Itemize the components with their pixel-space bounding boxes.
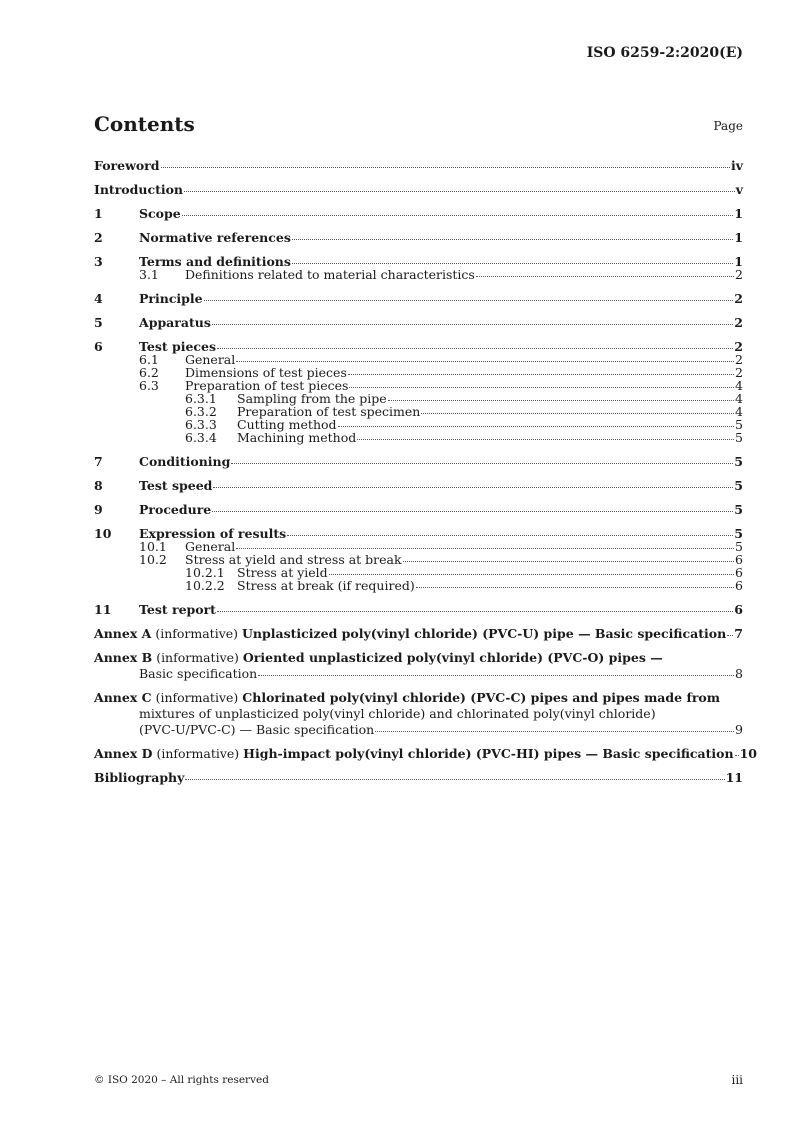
toc-label: Definitions related to material characteristics [185, 267, 475, 282]
toc-label: Dimensions of test pieces [185, 365, 347, 380]
leader-dots [357, 439, 734, 440]
toc-label [94, 651, 663, 664]
toc-number: 6.3.1 [185, 391, 217, 406]
annex-title-cont: (PVC-U/PVC-C) — Basic specification [139, 722, 375, 737]
toc-number: 11 [94, 602, 112, 617]
annex-type: (informative) [156, 650, 239, 665]
table-of-contents [94, 155, 757, 785]
annex-line [139, 707, 743, 720]
page-title: Contents [94, 112, 195, 136]
toc-entry-9[interactable] [94, 503, 743, 516]
toc-page: 5 [735, 430, 743, 445]
toc-page: 10 [739, 746, 757, 761]
toc-entry-6-3-4[interactable] [94, 431, 743, 444]
leader-dots [212, 511, 733, 512]
toc-page: v [735, 182, 743, 197]
toc-label: Test speed [139, 478, 213, 493]
toc-page: 1 [734, 254, 743, 269]
toc-label: Sampling from the pipe [237, 391, 387, 406]
leader-dots [236, 548, 734, 549]
toc-page: 11 [725, 770, 743, 785]
toc-label: Preparation of test pieces [185, 378, 349, 393]
toc-label: Stress at yield and stress at break [185, 552, 402, 567]
leader-dots [735, 755, 739, 756]
toc-page: 2 [734, 315, 743, 330]
toc-page: 2 [734, 291, 743, 306]
toc-number: 6 [94, 339, 103, 354]
toc-number: 2 [94, 230, 103, 245]
toc-number: 6.2 [139, 365, 159, 380]
document-id: ISO 6259-2:2020(E) [586, 45, 743, 61]
toc-entry-foreword[interactable] [94, 159, 743, 172]
leader-dots [421, 413, 734, 414]
annex-line [94, 651, 743, 664]
annex-title: Oriented unplasticized poly(vinyl chloride) (PVC-O) pipes — [242, 650, 663, 665]
toc-page: 5 [734, 454, 743, 469]
annex-name: Annex C [94, 690, 152, 705]
toc-entry-annex-c[interactable] [94, 691, 743, 736]
leader-dots [182, 215, 734, 216]
toc-page: 2 [734, 339, 743, 354]
toc-label: Normative references [139, 230, 291, 245]
leader-dots [727, 635, 733, 636]
toc-number: 6.1 [139, 352, 159, 367]
toc-label [94, 691, 720, 704]
toc-number: 6.3.2 [185, 404, 217, 419]
leader-dots [161, 167, 730, 168]
toc-number: 10.2 [139, 552, 167, 567]
toc-page: 8 [735, 666, 743, 681]
toc-label: Expression of results [139, 526, 287, 541]
toc-entry-2[interactable] [94, 231, 743, 244]
leader-dots [292, 263, 733, 264]
toc-page: 2 [735, 365, 743, 380]
toc-entry-3-1[interactable] [94, 268, 743, 281]
toc-entry-4[interactable] [94, 292, 743, 305]
toc-entry-11[interactable] [94, 603, 743, 616]
leader-dots [185, 779, 724, 780]
toc-entry-7[interactable] [94, 455, 743, 468]
leader-dots [388, 400, 734, 401]
toc-number: 9 [94, 502, 103, 517]
toc-entry-annex-a[interactable] [94, 627, 743, 640]
leader-dots [258, 675, 734, 676]
toc-label: Test report [139, 602, 216, 617]
toc-number: 8 [94, 478, 103, 493]
toc-page: 4 [735, 378, 743, 393]
toc-page: 6 [735, 552, 743, 567]
leader-dots [292, 239, 733, 240]
toc-page: iv [730, 158, 743, 173]
leader-dots [213, 487, 733, 488]
toc-label: Machining method [237, 430, 357, 445]
toc-number: 5 [94, 315, 103, 330]
leader-dots [236, 361, 734, 362]
toc-number: 3 [94, 254, 103, 269]
annex-title: Chlorinated poly(vinyl chloride) (PVC-C) pipes and pipes made from [242, 690, 720, 705]
annex-name: Annex A [94, 626, 152, 641]
toc-page: 5 [734, 526, 743, 541]
leader-dots [231, 463, 733, 464]
leader-dots [184, 191, 735, 192]
toc-entry-8[interactable] [94, 479, 743, 492]
toc-page: 6 [735, 565, 743, 580]
toc-number: 6.3.3 [185, 417, 217, 432]
annex-type: (informative) [156, 746, 240, 761]
toc-label: Test pieces [139, 339, 217, 354]
leader-dots [348, 374, 734, 375]
page-column-label: Page [713, 119, 743, 133]
annex-name: Annex D [94, 746, 153, 761]
leader-dots [329, 574, 734, 575]
toc-label: Procedure [139, 502, 212, 517]
annex-title-cont: mixtures of unplasticized poly(vinyl chloride) and chlorinated poly(vinyl chloride) [139, 706, 656, 721]
toc-label: Foreword [94, 158, 160, 173]
toc-page: 5 [734, 502, 743, 517]
leader-dots [416, 587, 734, 588]
toc-number: 6.3.4 [185, 430, 217, 445]
page-number: iii [731, 1073, 743, 1087]
annex-title: High-impact poly(vinyl chloride) (PVC-HI) pipes — Basic specification [243, 746, 734, 761]
toc-page: 1 [734, 230, 743, 245]
toc-page: 5 [735, 417, 743, 432]
toc-number: 10.2.1 [185, 565, 225, 580]
leader-dots [217, 611, 733, 612]
annex-line [139, 723, 743, 736]
toc-number: 10 [94, 526, 112, 541]
leader-dots [212, 324, 733, 325]
leader-dots [204, 300, 734, 301]
annex-type: (informative) [155, 626, 239, 641]
toc-entry-1[interactable] [94, 207, 743, 220]
toc-label: Principle [139, 291, 203, 306]
annex-title: Unplasticized poly(vinyl chloride) (PVC-U) pipe — Basic specification [242, 626, 727, 641]
toc-label: Apparatus [139, 315, 211, 330]
annex-line [139, 667, 743, 680]
toc-page: 4 [735, 391, 743, 406]
toc-number: 10.1 [139, 539, 167, 554]
annex-title-cont: Basic specification [139, 666, 258, 681]
toc-number: 1 [94, 206, 103, 221]
toc-page: 9 [735, 722, 743, 737]
toc-entry-annex-b[interactable] [94, 651, 743, 680]
leader-dots [375, 731, 734, 732]
toc-number: 6.3 [139, 378, 159, 393]
leader-dots [287, 535, 733, 536]
toc-page: 2 [735, 267, 743, 282]
annex-line [94, 691, 743, 704]
toc-number: 3.1 [139, 267, 159, 282]
annex-type: (informative) [155, 690, 239, 705]
toc-label: Terms and definitions [139, 254, 291, 269]
toc-label: Cutting method [237, 417, 337, 432]
toc-label [94, 747, 734, 760]
toc-entry-10-2-2[interactable] [94, 579, 743, 592]
copyright-notice: © ISO 2020 – All rights reserved [94, 1074, 269, 1086]
toc-label: Introduction [94, 182, 184, 197]
toc-number: 10.2.2 [185, 578, 225, 593]
toc-page: 4 [735, 404, 743, 419]
toc-entry-bibliography[interactable] [94, 771, 743, 784]
toc-entry-introduction[interactable] [94, 183, 743, 196]
toc-label: General [185, 352, 236, 367]
annex-name: Annex B [94, 650, 153, 665]
toc-label: Preparation of test specimen [237, 404, 421, 419]
toc-label: Conditioning [139, 454, 231, 469]
leader-dots [349, 387, 734, 388]
toc-label [94, 627, 726, 640]
leader-dots [217, 348, 733, 349]
leader-dots [338, 426, 735, 427]
toc-label: Stress at yield [237, 565, 328, 580]
toc-number: 4 [94, 291, 103, 306]
toc-label: Stress at break (if required) [237, 578, 415, 593]
toc-page: 2 [735, 352, 743, 367]
toc-label: General [185, 539, 236, 554]
leader-dots [476, 276, 734, 277]
toc-page: 5 [735, 539, 743, 554]
toc-page: 1 [734, 206, 743, 221]
toc-entry-5[interactable] [94, 316, 743, 329]
toc-page: 6 [734, 602, 743, 617]
toc-page: 5 [734, 478, 743, 493]
toc-label: Scope [139, 206, 181, 221]
toc-entry-annex-d[interactable] [94, 746, 757, 761]
toc-page: 7 [734, 626, 743, 641]
toc-label: Bibliography [94, 770, 185, 785]
toc-page: 6 [735, 578, 743, 593]
toc-number: 7 [94, 454, 103, 469]
leader-dots [403, 561, 734, 562]
